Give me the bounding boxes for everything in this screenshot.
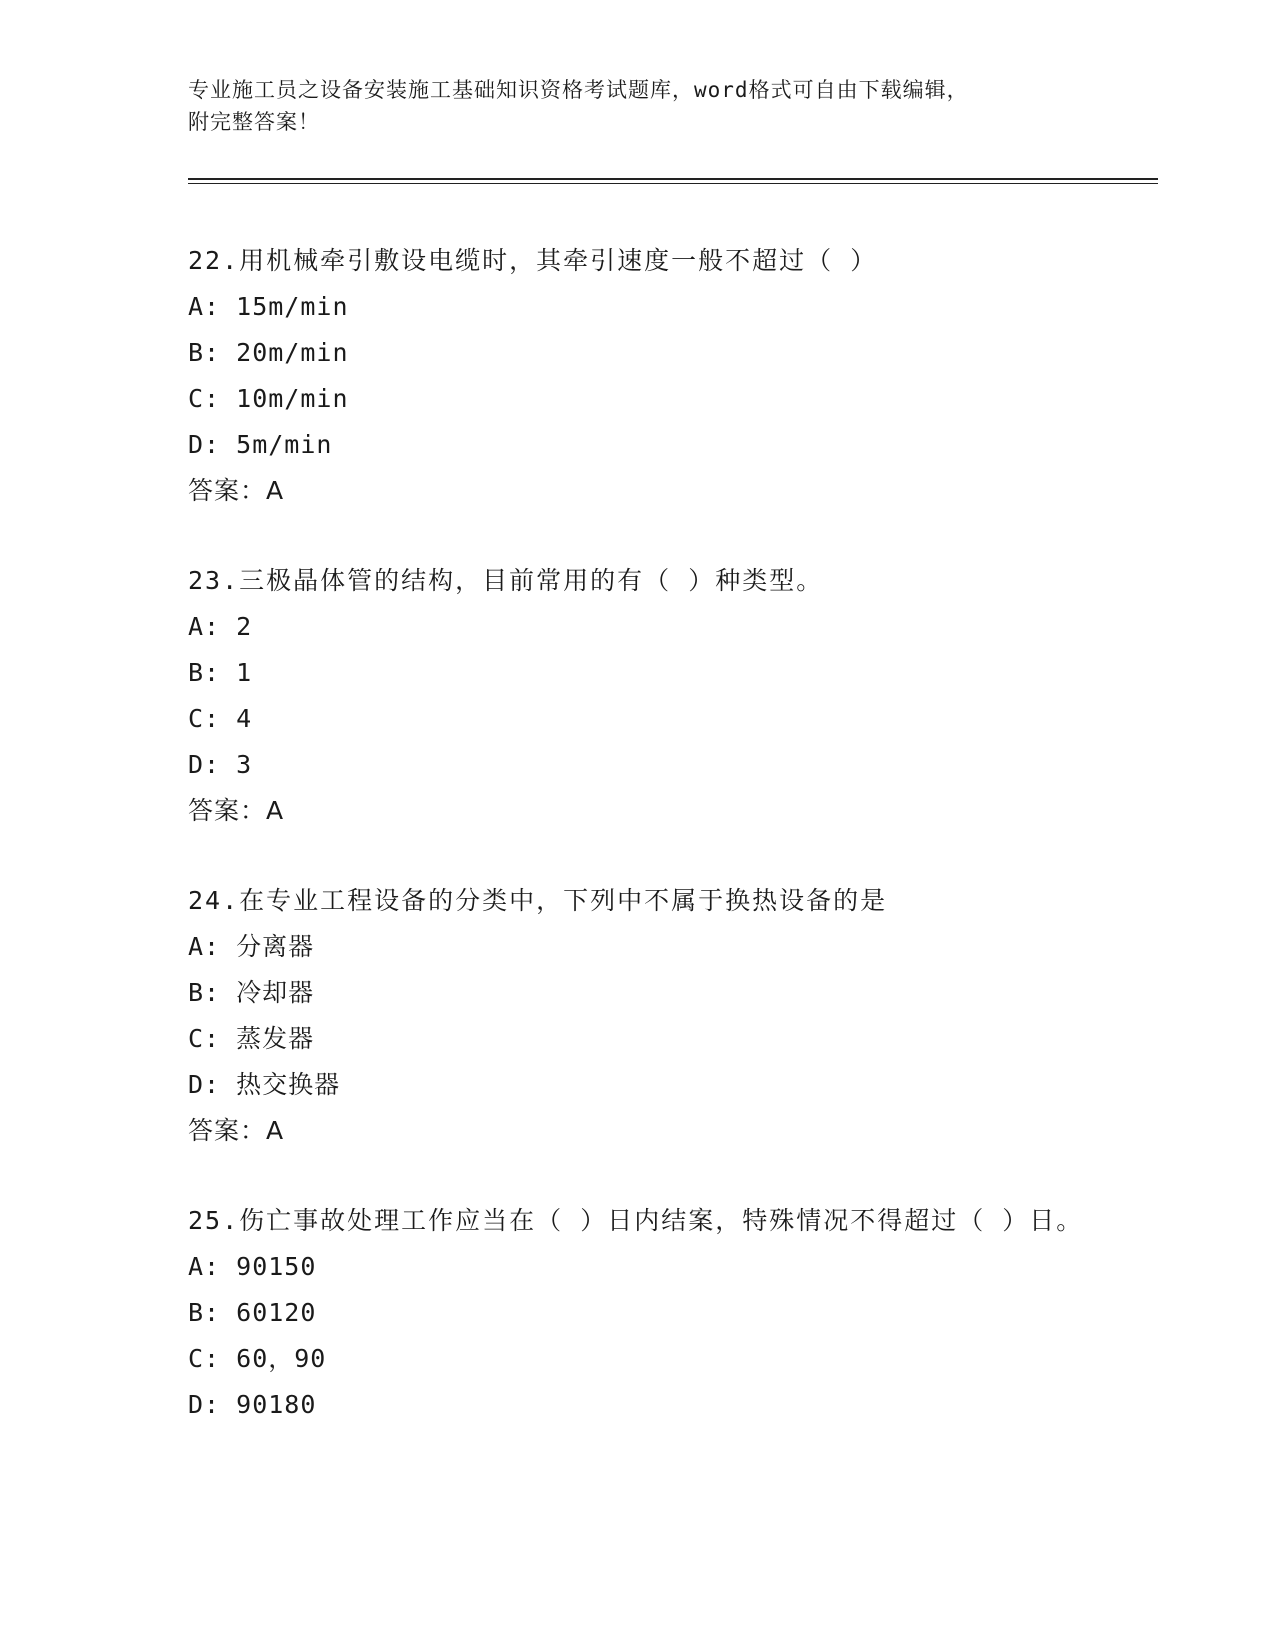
question-text: 22.用机械牵引敷设电缆时，其牵引速度一般不超过（ ） (188, 246, 878, 275)
question-24 (188, 878, 1088, 1154)
option-d: D: 5m/min (188, 430, 333, 459)
question-25 (188, 1198, 1088, 1428)
question-list (188, 238, 1088, 1472)
option-b: B: 冷却器 (188, 978, 315, 1007)
header-line-1: 专业施工员之设备安装施工基础知识资格考试题库，word格式可自由下载编辑， (188, 78, 969, 102)
option-d: D: 90180 (188, 1390, 317, 1419)
header-line-2: 附完整答案！ (188, 110, 320, 134)
question-text: 24.在专业工程设备的分类中，下列中不属于换热设备的是 (188, 886, 888, 915)
answer: 答案：A (188, 1116, 285, 1145)
option-c: C: 4 (188, 704, 253, 733)
option-a: A: 分离器 (188, 932, 315, 961)
question-text: 23.三极晶体管的结构，目前常用的有（ ）种类型。 (188, 566, 824, 595)
question-23 (188, 558, 1088, 834)
header-divider-top (188, 178, 1158, 180)
option-b: B: 1 (188, 658, 253, 687)
option-c: C: 10m/min (188, 384, 349, 413)
option-b: B: 60120 (188, 1298, 317, 1327)
option-c: C: 蒸发器 (188, 1024, 315, 1053)
header-divider-bottom (188, 183, 1158, 184)
option-a: A: 15m/min (188, 292, 349, 321)
answer: 答案：A (188, 796, 285, 825)
option-d: D: 热交换器 (188, 1070, 341, 1099)
option-b: B: 20m/min (188, 338, 349, 367)
option-d: D: 3 (188, 750, 253, 779)
option-a: A: 2 (188, 612, 253, 641)
option-a: A: 90150 (188, 1252, 317, 1281)
question-22 (188, 238, 1088, 514)
question-text: 25.伤亡事故处理工作应当在（ ）日内结案，特殊情况不得超过（ ）日。 (188, 1206, 1084, 1235)
answer: 答案：A (188, 476, 285, 505)
option-c: C: 60，90 (188, 1344, 327, 1373)
document-header (188, 74, 1068, 138)
